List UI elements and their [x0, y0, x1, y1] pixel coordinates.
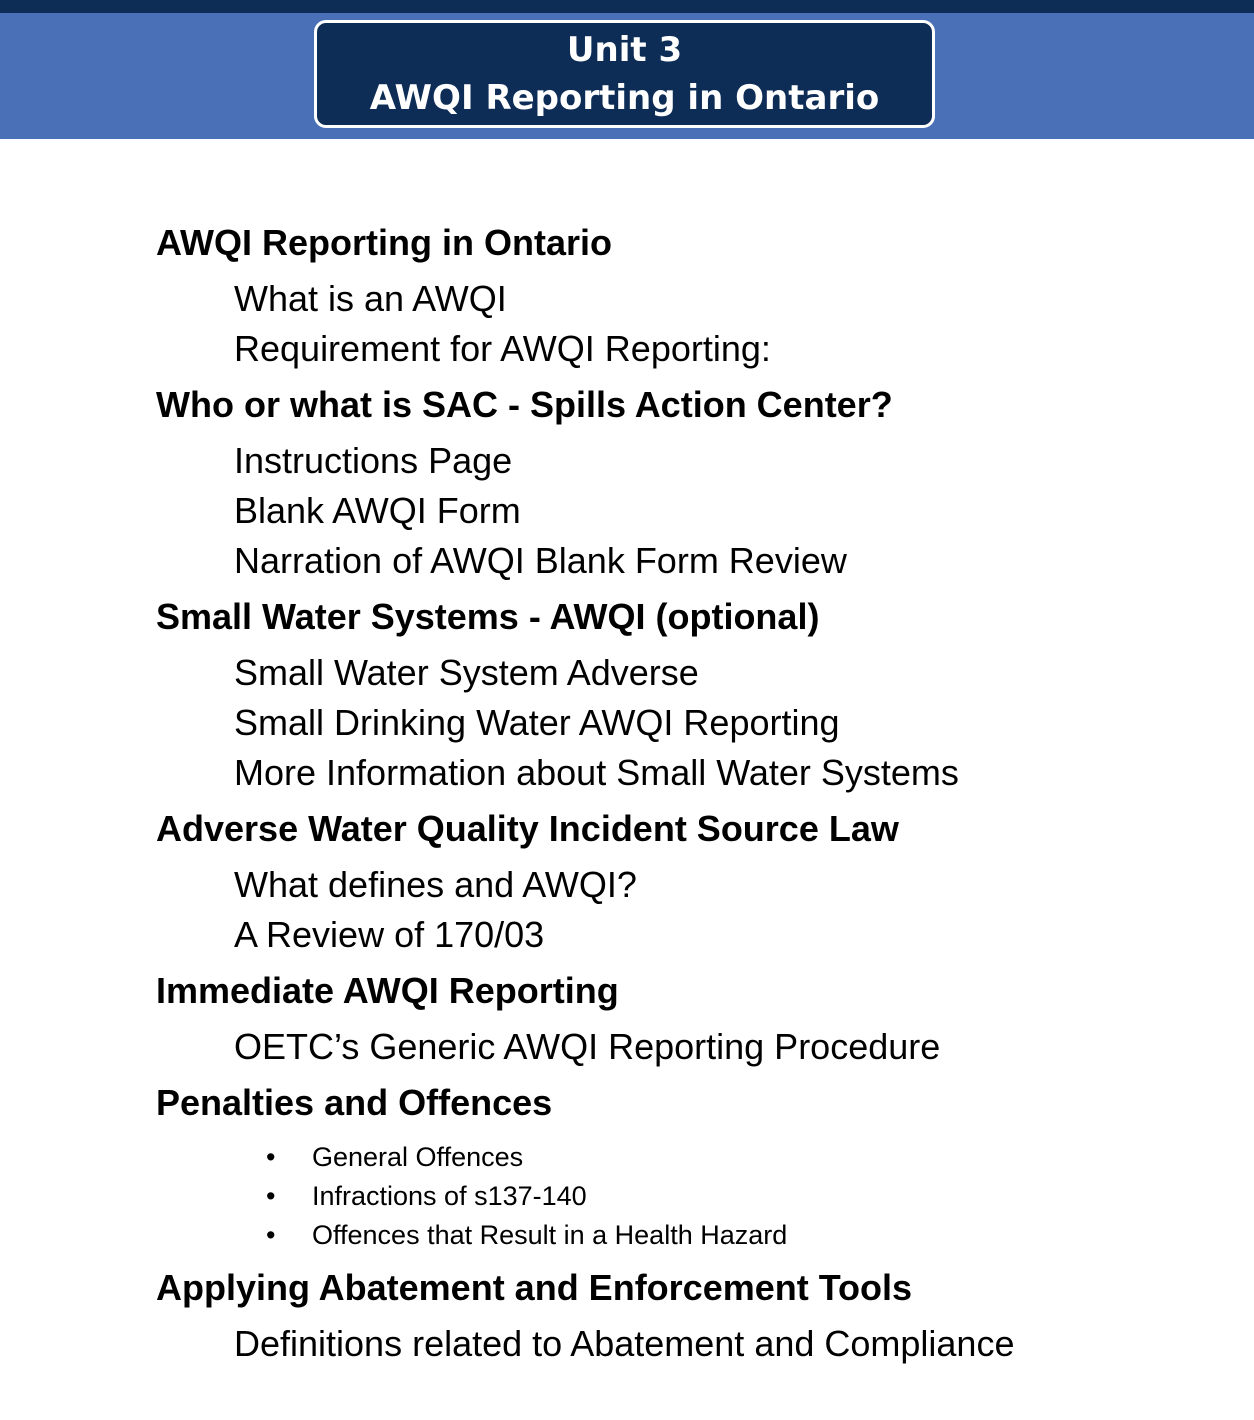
unit-number: Unit 3 — [566, 30, 683, 70]
toc-item: What is an AWQI — [234, 278, 507, 319]
toc-item: Small Drinking Water AWQI Reporting — [234, 702, 840, 743]
section-items-small-water-systems — [156, 648, 1216, 798]
table-of-contents — [156, 218, 1216, 1375]
section-items-abatement — [156, 1319, 1216, 1369]
toc-item: Instructions Page — [234, 440, 513, 481]
unit-title-box — [314, 20, 935, 128]
section-heading-sac: Who or what is SAC - Spills Action Center? — [156, 384, 893, 425]
bullet-text: Infractions of s137-140 — [312, 1181, 587, 1211]
section-heading-penalties: Penalties and Offences — [156, 1082, 553, 1123]
toc-item: Blank AWQI Form — [234, 490, 521, 531]
section-items-source-law — [156, 860, 1216, 960]
toc-item: Requirement for AWQI Reporting: — [234, 328, 771, 369]
toc-item: Definitions related to Abatement and Compliance — [234, 1323, 1015, 1364]
unit-title: AWQI Reporting in Ontario — [369, 78, 880, 118]
toc-item: What defines and AWQI? — [234, 864, 637, 905]
section-items-sac — [156, 436, 1216, 586]
section-items-immediate-reporting — [156, 1022, 1216, 1072]
section-heading-abatement: Applying Abatement and Enforcement Tools — [156, 1267, 913, 1308]
section-heading-small-water-systems: Small Water Systems - AWQI (optional) — [156, 596, 820, 637]
section-heading-immediate-reporting: Immediate AWQI Reporting — [156, 970, 619, 1011]
bullet-text: General Offences — [312, 1142, 524, 1172]
toc-item: Narration of AWQI Blank Form Review — [234, 540, 847, 581]
bullet-icon: • — [266, 1181, 276, 1211]
section-heading-source-law: Adverse Water Quality Incident Source Law — [156, 808, 899, 849]
toc-item: More Information about Small Water Systems — [234, 752, 959, 793]
section-heading-awqi-reporting: AWQI Reporting in Ontario — [156, 222, 612, 263]
bullet-item — [266, 1138, 1216, 1177]
section-bullets-penalties — [156, 1138, 1216, 1255]
bullet-text: Offences that Result in a Health Hazard — [312, 1220, 788, 1250]
toc-item: A Review of 170/03 — [234, 914, 545, 955]
banner-top-stripe — [0, 0, 1254, 13]
toc-item: Small Water System Adverse — [234, 652, 699, 693]
section-items-awqi-reporting — [156, 274, 1216, 374]
unit-banner — [0, 0, 1254, 139]
toc-item: OETC’s Generic AWQI Reporting Procedure — [234, 1026, 941, 1067]
bullet-item — [266, 1177, 1216, 1216]
bullet-icon: • — [266, 1142, 276, 1172]
bullet-icon: • — [266, 1220, 276, 1250]
bullet-item — [266, 1216, 1216, 1255]
